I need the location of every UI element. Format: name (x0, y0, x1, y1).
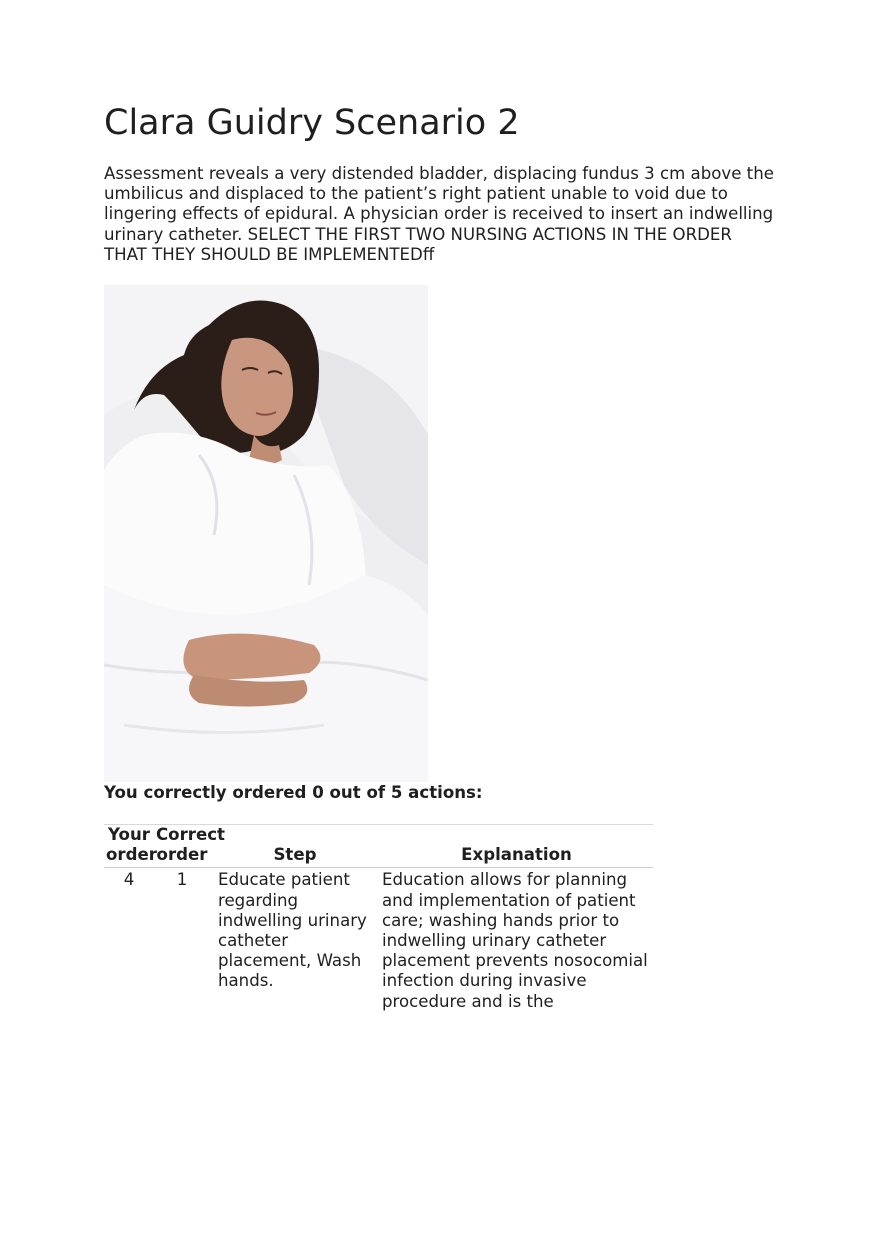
patient-photo (104, 285, 428, 782)
header-step: Step (210, 825, 380, 868)
table-header-row (104, 825, 653, 868)
document-title: Clara Guidry Scenario 2 (104, 103, 520, 143)
cell-correct-order: 1 (176, 870, 188, 890)
score-summary: You correctly ordered 0 out of 5 actions: (104, 783, 483, 802)
cell-step: Educate patient regarding indwelling urinary catheter placement, Wash hands. (218, 870, 367, 991)
cell-your-order: 4 (123, 870, 135, 890)
table-row (104, 868, 653, 1012)
scenario-description: Assessment reveals a very distended bladder, displacing fundus 3 cm above the umbilicus and displaced to the patient’s right patient unable to void due to lingering effects of epidural. A physician order is received to insert an indwelling urinary catheter. SELECT THE FIRST TWO NURSING ACTIONS IN THE ORDER THAT THEY SHOULD BE IMPLEMENTEDff (104, 164, 774, 264)
header-your-order: Your order (104, 825, 154, 868)
header-correct-order: Correct order (154, 825, 210, 868)
cell-explanation: Education allows for planning and implementation of patient care; washing hands prior to indwelling urinary catheter placement prevents nosocomial infection during invasive procedure and is the (382, 870, 648, 1011)
results-table (104, 824, 653, 1012)
header-explanation: Explanation (380, 825, 653, 868)
